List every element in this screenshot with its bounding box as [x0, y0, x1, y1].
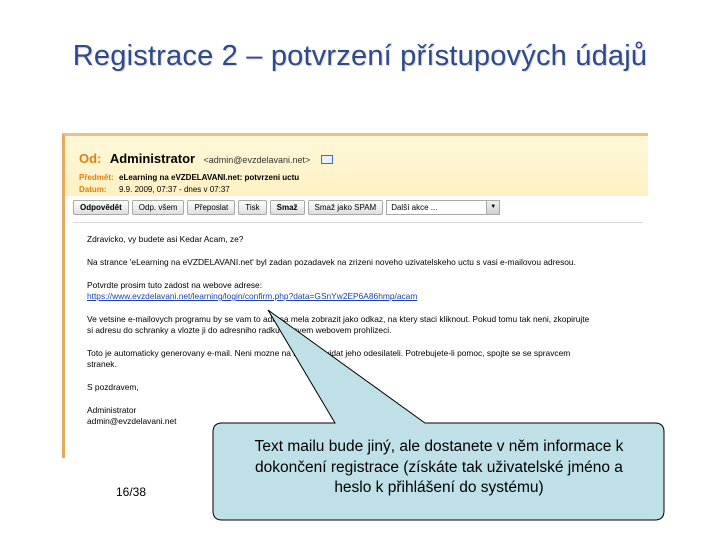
body-paragraph-3b: si adresu do schranky a vlozte ji do adresniho radku ve svem webovem prohlizeci.	[87, 325, 392, 335]
body-greeting: Zdravicko, vy budete asi Kedar Acam, ze?	[87, 234, 244, 244]
forward-button[interactable]: Přeposlat	[187, 200, 235, 215]
reply-button[interactable]: Odpovědět	[73, 200, 129, 215]
body-paragraph-4a: Toto je automaticky generovany e-mail. Neni mozne na nej odpovidat jeho odesilateli. Potrebujete-li pomoc, spojte se se spravcem	[87, 348, 571, 358]
body-paragraph-3a: Ve vetsine e-mailovych programu by se vam to adresa mela zobrazit jako odkaz, na ktery staci kliknout. Pokud tomu tak neni, zkopirujte	[87, 314, 590, 324]
callout-text	[214, 437, 664, 499]
body-paragraph-1: Na strance 'eLearning na eVZDELAVANI.net' byl zadan pozadavek na zrizeni noveho uzivatelskeho uctu s vasi e-mailovou adresou.	[87, 257, 576, 267]
reply-all-button[interactable]: Odp. všem	[132, 200, 185, 215]
callout-line-1: Text mailu bude jiný, ale dostanete v něm informace k	[254, 438, 624, 455]
print-button[interactable]: Tisk	[238, 200, 266, 215]
from-label: Od:	[79, 151, 102, 166]
body-paragraph-2: Potvrdte prosim tuto zadost na webove adrese:	[87, 280, 263, 290]
from-address[interactable]: <admin@evzdelavani.net>	[203, 155, 311, 165]
confirmation-link[interactable]: https://www.evzdelavani.net/learning/login/confirm.php?data=GSnYw2EP6A86hmp/acam	[87, 291, 418, 301]
signature-email: admin@evzdelavani.net	[87, 416, 177, 426]
signature-name: Administrator	[87, 405, 137, 415]
more-actions-label: Další akce ...	[391, 203, 438, 212]
page-number: 16/38	[116, 485, 147, 499]
body-closing: S pozdravem,	[87, 382, 139, 392]
chevron-down-icon[interactable]: ▼	[486, 201, 499, 214]
callout-line-3: heslo k přihlášení do systému)	[334, 479, 544, 496]
delete-button[interactable]: Smaž	[270, 200, 305, 215]
body-paragraph-4b: stranek.	[87, 359, 117, 369]
subject-label: Předmět:	[79, 173, 114, 182]
date-label: Datum:	[79, 185, 107, 194]
callout-line-2: dokončení registrace (získáte tak uživatelské jméno a	[255, 458, 623, 476]
slide-title: Registrace 2 – potvrzení přístupových údajů	[72, 40, 648, 72]
subject-value: eLearning na eVZDELAVANI.net: potvrzeni uctu	[119, 173, 300, 182]
from-name: Administrator	[109, 151, 196, 166]
date-value: 9.9. 2009, 07:37 - dnes v 07:37	[119, 185, 230, 194]
delete-as-spam-button[interactable]: Smaž jako SPAM	[308, 200, 384, 215]
